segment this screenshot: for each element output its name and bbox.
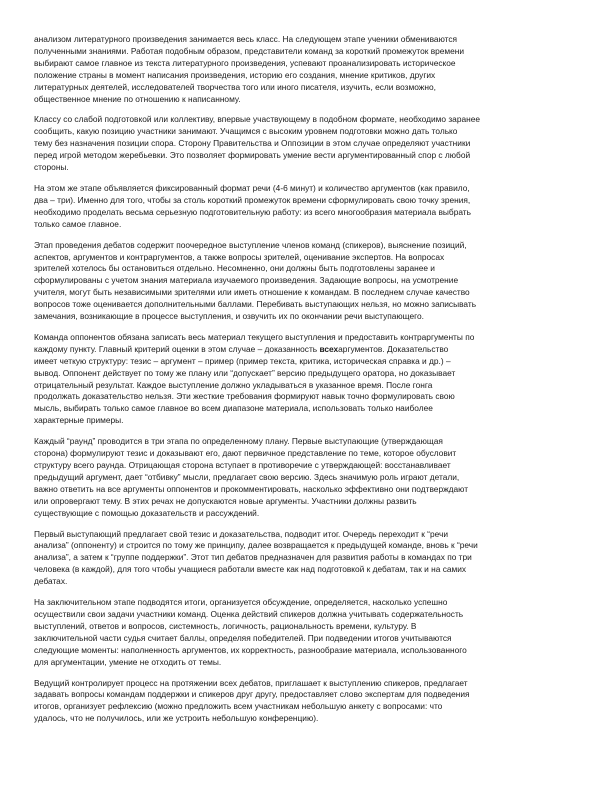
text-line: сторона) формулируют тезис и доказывают его, дают первичное представление по теме, которое обусловит <box>34 448 457 459</box>
text-line: Классу со слабой подготовкой или коллективу, впервые участвующему в подобном формате, необходимо заранее <box>34 114 480 125</box>
text-line: зрителей хотелось бы остановиться отдельно. Несомненно, они должны быть подготовлены заранее и <box>34 263 435 274</box>
text-line: Каждый “раунд” проводится в три этапа по определенному плану. Первые выступающие (утверждающая <box>34 436 443 447</box>
text-line: анализа” (оппоненту) и строится по тому же принципу, далее возвращается к предыдущей команде, вновь к “речи <box>34 540 478 551</box>
text-line: тему без назначения позиции спора. Сторону Правительства и Оппозиции в этом случае определяют участники <box>34 138 471 149</box>
paragraph-speech-format <box>34 183 580 231</box>
text-line: сообщить, какую позицию участники занимают. Учащимся с высоким уровнем подготовки можно дать только <box>34 126 458 137</box>
text-line: учителя, могут быть независимыми зрителями или иметь отношение к командам. В последнем случае качество <box>34 287 470 298</box>
text-line: дебатах. <box>34 576 68 587</box>
text-line: аспектов, аргументов и контраргументов, а также вопросы зрителей, оценивание экспертов. На вопросах <box>34 251 445 262</box>
text-line: продолжать доказательство нельзя. Эти жесткие требования формируют навык точно формулировать свою <box>34 391 455 402</box>
text-line: существующие с помощью доказательств и рассуждений. <box>34 507 260 518</box>
text-line: полученными знаниями. Работая подобным образом, представители команд за короткий промежуток времени <box>34 45 465 56</box>
text-line: осуществили свои задачи участники команд. Оценка действий спикеров должна учитывать содержательность <box>34 608 464 619</box>
paragraph-class-preparation <box>34 114 580 174</box>
text-segment: каждому пункту. Главный критерий оценки в этом случае – доказанность <box>34 343 320 354</box>
paragraph-final-stage <box>34 597 580 668</box>
text-line: следующие моменты: наполненность аргументов, их корректность, разнообразие материала, использованного <box>34 644 467 655</box>
text-line: структуру всего раунда. Отрицающая сторона вступает в противоречие с утверждающей: восстанавливает <box>34 460 451 470</box>
text-line: характерные примеры. <box>34 415 124 426</box>
text-line: два – три). Именно для того, чтобы за столь короткий промежуток времени сформулировать свою точку зрения, <box>34 194 471 205</box>
document-page <box>34 34 580 734</box>
text-line: Команда оппонентов обязана записать весь материал текущего выступления и предоставить контраргументы по <box>34 331 475 342</box>
text-line: На этом же этапе объявляется фиксированный формат речи (4-6 минут) и количество аргументов (как правило, <box>34 182 470 193</box>
text-line: общественное мнение по отношению к написанному. <box>34 93 241 104</box>
text-line: Этап проведения дебатов содержит поочередное выступление членов команд (спикеров), выяснение позиций, <box>34 239 467 250</box>
bold-emphasis: всех <box>319 343 339 354</box>
text-segment: аргументов. Доказательство <box>338 343 449 354</box>
text-line: человека (в каждой), для того чтобы учащиеся работали вместе как над подготовкой к дебатам, так и на самих <box>34 564 467 575</box>
text-line: только самое главное. <box>34 218 122 229</box>
text-line: выбирают самое главное из текста литературного произведения, успевают проанализировать историческое <box>34 57 456 68</box>
text-line: литературных деятелей, исследователей творчества того или иного писателя, изучить, если возможно, <box>34 81 436 92</box>
text-line: перед игрой методом жеребьевки. Это позволяет формировать умение вести аргументированный спор с любой <box>34 150 471 161</box>
text-line: необходимо проделать весьма серьезную подготовительную работу: из всего многообразия материала выбрать <box>34 206 471 217</box>
text-line: удалось, что не получилось, или же устроить небольшую конференцию). <box>34 713 319 724</box>
paragraph-literary-analysis <box>34 34 580 105</box>
text-line: стороны. <box>34 162 69 173</box>
text-line: заключительной части судья считает баллы, определяя победителей. При подведении итогов учитываются <box>34 632 452 643</box>
text-line: Первый выступающий предлагает свой тезис и доказательства, подводит итог. Очередь переходит к “речи <box>34 528 448 539</box>
text-line: задавать вопросы командам поддержки и спикеров друг другу, предоставляет слово экспертам для подведения <box>34 689 470 700</box>
text-line: или опровергают тему. В этих речах не допускаются новые аргументы. Участники должны развить <box>34 495 417 506</box>
paragraph-opponents <box>34 332 580 427</box>
text-line: выступлений, ответов и вопросов, системность, логичность, рациональность времени, культуру. В <box>34 620 417 631</box>
text-line: важно ответить на все аргументы оппонентов и прокомментировать, насколько эффективно они подтверждают <box>34 483 469 494</box>
text-line: положение страны в момент написания произведения, историю его создания, мнение критиков, других <box>34 69 436 80</box>
paragraph-moderator <box>34 678 580 726</box>
text-line: замечания, возникающие в процессе выступления, и озвучить их по окончании речи выступающего. <box>34 311 424 322</box>
text-line: предыдущий аргумент, дает “отбивку” мысли, предлагает свою версию. Здесь значимую роль играют детали, <box>34 471 460 482</box>
text-line: Ведущий контролирует процесс на протяжении всех дебатов, приглашает к выступлению спикеров, предлагает <box>34 677 468 688</box>
text-line: вопросов тоже оценивается дополнительными баллами. Перебивать выступающих нельзя, но можно записывать <box>34 299 477 310</box>
text-line-with-emphasis <box>34 344 580 356</box>
text-line: На заключительном этапе подводятся итоги, организуется обсуждение, определяется, насколько успешно <box>34 597 448 608</box>
text-line: для аргументации, умение не отходить от темы. <box>34 656 222 667</box>
paragraph-debate-stage <box>34 240 580 323</box>
text-line: итогов, организует рефлексию (можно предложить всем участникам небольшую анкету с вопросами: что <box>34 701 443 712</box>
text-line: анализа”, а затем к “группе поддержки”. Этот тип дебатов предназначен для развития работы в командах по три <box>34 552 472 563</box>
text-line: вывод. Оппонент действует по тому же плану или “допускает” версию предыдущего оратора, но доказывает <box>34 367 456 378</box>
text-line: мысль, выбирать только самое главное во всем диапазоне материала, использовать только наиболее <box>34 403 433 414</box>
text-line: отрицательный результат. Каждое выступление должно укладываться в указанное время. После гонга <box>34 379 433 390</box>
paragraph-first-speaker <box>34 529 580 589</box>
paragraph-rounds <box>34 436 580 519</box>
text-line: анализом литературного произведения занимается весь класс. На следующем этапе ученики обмениваются <box>34 34 458 44</box>
text-line: имеет четкую структуру: тезис – аргумент – пример (пример текста, критика, историческая справка и др.) – <box>34 355 451 366</box>
text-line: сформулированы с учетом знания материала изучаемого произведения. Задающие вопросы, на усмотрение <box>34 275 459 286</box>
